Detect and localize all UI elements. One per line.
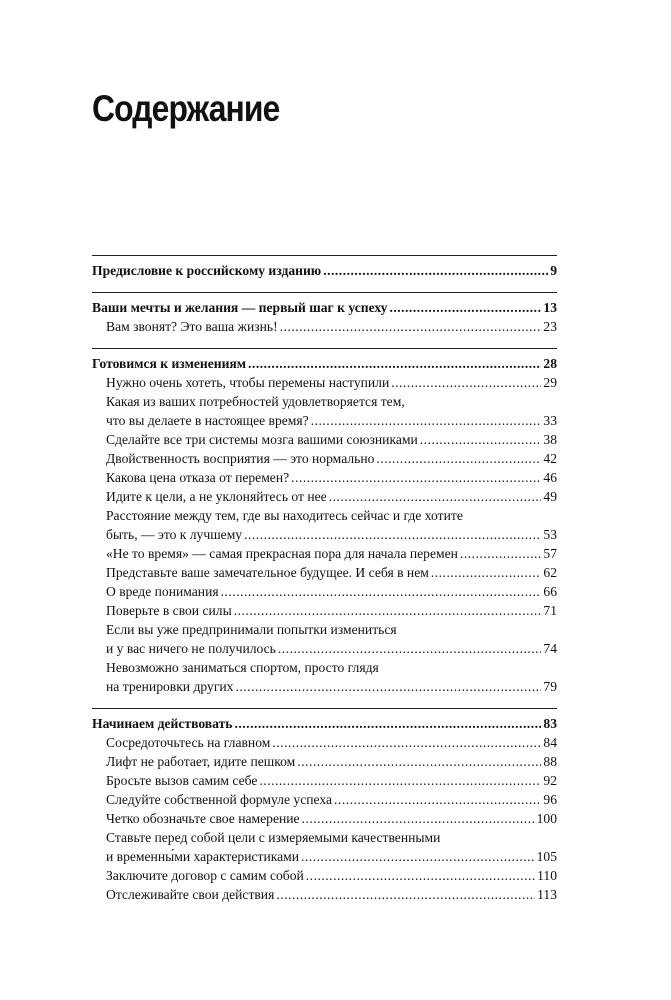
leader-dots: [334, 790, 541, 809]
toc-entry-title: и временны́ми характеристиками: [106, 849, 300, 864]
toc-entry-title: О вреде понимания: [106, 584, 219, 599]
leader-dots: [329, 487, 542, 506]
leader-dots: [389, 298, 541, 317]
toc-entry-line[interactable]: [92, 392, 557, 411]
leader-dots: [311, 411, 542, 430]
toc-page-number: 100: [536, 811, 557, 826]
toc-chapter-entry[interactable]: [92, 354, 557, 373]
toc-entry[interactable]: [92, 677, 557, 696]
toc-entry-title: Вам звонят? Это ваша жизнь!: [106, 319, 278, 334]
toc-entry-title: и у вас ничего не получилось: [106, 641, 276, 656]
leader-dots: [431, 563, 542, 582]
leader-dots: [221, 582, 542, 601]
toc-entry-line[interactable]: [92, 506, 557, 525]
toc-entry-line[interactable]: [92, 828, 557, 847]
toc-page-number: 92: [543, 773, 557, 788]
leader-dots: [323, 261, 548, 280]
toc-chapter-entry[interactable]: [92, 714, 557, 733]
toc-entry-title: Следуйте собственной формуле успеха: [106, 792, 333, 807]
toc-entry[interactable]: [92, 639, 557, 658]
toc-page-number: 110: [537, 868, 557, 883]
toc-page-number: 49: [543, 489, 557, 504]
leader-dots: [235, 677, 541, 696]
toc-page-number: 42: [543, 451, 557, 466]
leader-dots: [244, 525, 541, 544]
toc-page-number: 33: [543, 413, 557, 428]
toc-page-number: 66: [543, 584, 557, 599]
toc-page-number: 62: [543, 565, 557, 580]
toc-entry-title: Идите к цели, а не уклоняйтесь от нее: [106, 489, 327, 504]
toc-page-number: 28: [543, 356, 557, 371]
toc-entry[interactable]: [92, 885, 557, 904]
toc-page-number: 83: [543, 716, 557, 731]
toc-page-number: 46: [543, 470, 557, 485]
leader-dots: [234, 714, 541, 733]
toc-entry-title: Лифт не работает, идите пешком: [106, 754, 296, 769]
toc-entry[interactable]: [92, 809, 557, 828]
toc-entry-title: Сделайте все три системы мозга вашими союзниками: [106, 432, 418, 447]
toc-entry-line[interactable]: [92, 658, 557, 677]
leader-dots: [272, 733, 541, 752]
toc-chapter-title: Предисловие к российскому изданию: [92, 263, 322, 278]
toc-entry[interactable]: [92, 411, 557, 430]
leader-dots: [234, 601, 542, 620]
leader-dots: [306, 866, 535, 885]
toc-entry[interactable]: [92, 449, 557, 468]
toc-page-number: 84: [543, 735, 557, 750]
toc-page-number: 9: [550, 263, 557, 278]
toc-section: [92, 292, 557, 336]
toc-entry[interactable]: [92, 563, 557, 582]
toc-page-number: 29: [543, 375, 557, 390]
toc-entry-title: «Не то время» — самая прекрасная пора для начала перемен: [106, 546, 458, 561]
leader-dots: [391, 373, 541, 392]
toc-entry-title: Представьте ваше замечательное будущее. И себя в нем: [106, 565, 429, 580]
toc-page-number: 53: [543, 527, 557, 542]
toc-entry[interactable]: [92, 525, 557, 544]
leader-dots: [276, 885, 535, 904]
leader-dots: [280, 317, 542, 336]
toc-entry-title: на тренировки других: [106, 679, 234, 694]
table-of-contents: [92, 255, 557, 904]
toc-entry[interactable]: [92, 373, 557, 392]
toc-section: [92, 708, 557, 904]
toc-page-number: 71: [543, 603, 557, 618]
toc-entry[interactable]: [92, 790, 557, 809]
leader-dots: [460, 544, 541, 563]
leader-dots: [259, 771, 541, 790]
toc-entry-title-part: Ставьте перед собой цели с измеряемыми качественными: [106, 830, 441, 845]
toc-entry-title: Двойственность восприятия — это нормально: [106, 451, 375, 466]
toc-entry-title: Отслеживайте свои действия: [106, 887, 275, 902]
toc-chapter-title: Ваши мечты и желания — первый шаг к успеху: [92, 300, 388, 315]
toc-entry-title: Сосредоточьтесь на главном: [106, 735, 271, 750]
toc-entry-title: Какова цена отказа от перемен?: [106, 470, 290, 485]
toc-page-number: 38: [543, 432, 557, 447]
toc-entry-title: Бросьте вызов самим себе: [106, 773, 258, 788]
toc-page-number: 113: [537, 887, 557, 902]
toc-entry[interactable]: [92, 866, 557, 885]
toc-entry-title-part: Какая из ваших потребностей удовлетворяется тем,: [106, 394, 405, 409]
toc-page-number: 88: [543, 754, 557, 769]
toc-page-number: 105: [536, 849, 557, 864]
toc-entry-title: Нужно очень хотеть, чтобы перемены наступили: [106, 375, 390, 390]
toc-entry[interactable]: [92, 487, 557, 506]
toc-entry-title: Заключите договор с самим собой: [106, 868, 304, 883]
leader-dots: [302, 809, 535, 828]
toc-section: [92, 255, 557, 280]
toc-entry[interactable]: [92, 544, 557, 563]
toc-entry-title: быть, — это к лучшему: [106, 527, 243, 542]
toc-entry[interactable]: [92, 752, 557, 771]
toc-page-number: 96: [543, 792, 557, 807]
toc-entry-title-part: Расстояние между тем, где вы находитесь сейчас и где хотите: [106, 508, 463, 523]
leader-dots: [248, 354, 541, 373]
toc-page-number: 13: [543, 300, 557, 315]
toc-entry[interactable]: [92, 733, 557, 752]
leader-dots: [278, 639, 542, 658]
leader-dots: [301, 847, 535, 866]
leader-dots: [376, 449, 541, 468]
toc-entry-title-part: Если вы уже предпринимали попытки измениться: [106, 622, 397, 637]
toc-page-number: 79: [543, 679, 557, 694]
toc-page-number: 74: [543, 641, 557, 656]
toc-entry[interactable]: [92, 582, 557, 601]
toc-section: [92, 348, 557, 696]
toc-entry[interactable]: [92, 468, 557, 487]
toc-entry-title: Поверьте в свои силы: [106, 603, 232, 618]
toc-entry[interactable]: [92, 601, 557, 620]
toc-chapter-title: Готовимся к изменениям: [92, 356, 247, 371]
toc-page-number: 23: [543, 319, 557, 334]
toc-entry-title-part: Невозможно заниматься спортом, просто глядя: [106, 660, 379, 675]
toc-chapter-title: Начинаем действовать: [92, 716, 233, 731]
leader-dots: [291, 468, 541, 487]
toc-chapter-entry[interactable]: [92, 261, 557, 280]
toc-entry[interactable]: [92, 430, 557, 449]
leader-dots: [420, 430, 542, 449]
toc-entry-title: что вы делаете в настоящее время?: [106, 413, 309, 428]
toc-entry[interactable]: [92, 847, 557, 866]
toc-page-number: 57: [543, 546, 557, 561]
page-title: Содержание: [92, 88, 280, 129]
toc-entry-line[interactable]: [92, 620, 557, 639]
toc-entry[interactable]: [92, 317, 557, 336]
toc-entry[interactable]: [92, 771, 557, 790]
toc-entry-title: Четко обозначьте свое намерение: [106, 811, 300, 826]
toc-chapter-entry[interactable]: [92, 298, 557, 317]
leader-dots: [297, 752, 541, 771]
